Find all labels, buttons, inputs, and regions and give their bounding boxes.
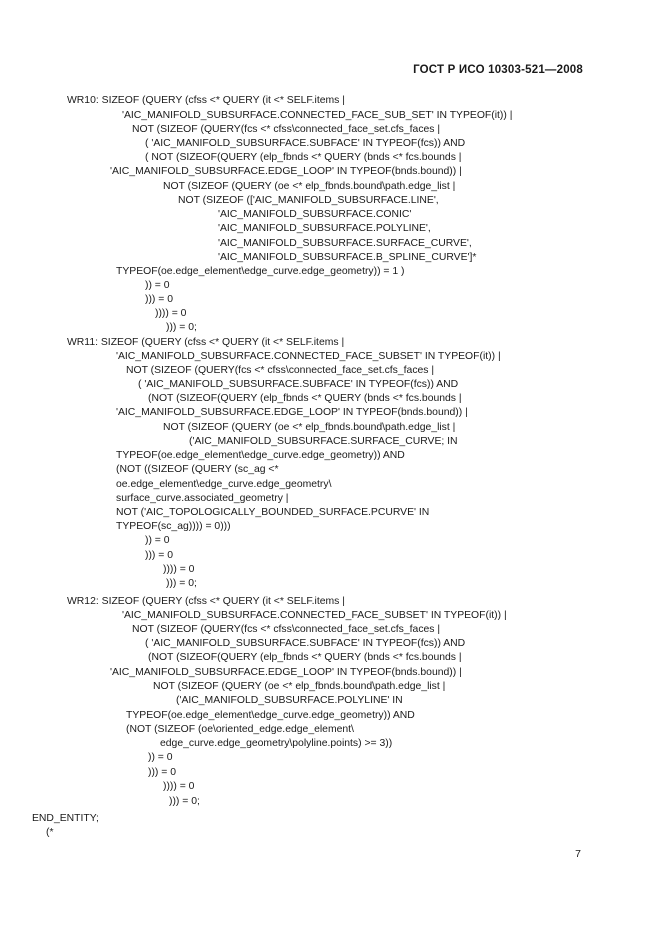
code-line: TYPEOF(sc_ag)))) = 0))) — [116, 521, 231, 532]
code-line: TYPEOF(oe.edge_element\edge_curve.edge_geometry)) AND — [116, 450, 405, 461]
code-line: ( 'AIC_MANIFOLD_SUBSURFACE.SUBFACE' IN TYPEOF(fcs)) AND — [138, 379, 459, 390]
code-line: )) = 0 — [145, 280, 170, 291]
code-line: NOT (SIZEOF (QUERY(fcs <* cfss\connected_face_set.cfs_faces | — [132, 124, 441, 135]
code-line: oe.edge_element\edge_curve.edge_geometry\ — [116, 479, 332, 490]
code-line: edge_curve.edge_geometry\polyline.points) >= 3)) — [160, 738, 393, 749]
code-line: )))) = 0 — [155, 308, 187, 319]
code-line: NOT (SIZEOF (QUERY (oe <* elp_fbnds.bound\path.edge_list | — [163, 181, 456, 192]
code-line: 'AIC_MANIFOLD_SUBSURFACE.CONIC' — [218, 209, 412, 220]
code-line: (NOT ((SIZEOF (QUERY (sc_ag <* — [116, 464, 279, 475]
code-line: TYPEOF(oe.edge_element\edge_curve.edge_geometry)) AND — [126, 710, 415, 721]
code-line: END_ENTITY; — [32, 813, 99, 824]
code-line: ( NOT (SIZEOF(QUERY (elp_fbnds <* QUERY (bnds <* fcs.bounds | — [145, 152, 462, 163]
page-number: 7 — [575, 848, 581, 860]
code-line: )) = 0 — [145, 535, 170, 546]
code-line: 'AIC_MANIFOLD_SUBSURFACE.EDGE_LOOP' IN TYPEOF(bnds.bound)) | — [110, 667, 462, 678]
code-line: surface_curve.associated_geometry | — [116, 493, 289, 504]
code-line: 'AIC_MANIFOLD_SUBSURFACE.POLYLINE', — [218, 223, 431, 234]
code-line: (NOT (SIZEOF(QUERY (elp_fbnds <* QUERY (bnds <* fcs.bounds | — [148, 652, 462, 663]
code-line: 'AIC_MANIFOLD_SUBSURFACE.CONNECTED_FACE_SUBSET' IN TYPEOF(it)) | — [122, 610, 507, 621]
code-line: NOT (SIZEOF (QUERY(fcs <* cfss\connected_face_set.cfs_faces | — [132, 624, 441, 635]
code-line: ( 'AIC_MANIFOLD_SUBSURFACE.SUBFACE' IN TYPEOF(fcs)) AND — [145, 638, 466, 649]
code-line: 'AIC_MANIFOLD_SUBSURFACE.B_SPLINE_CURVE']* — [218, 252, 477, 263]
code-line: ))) = 0 — [148, 767, 177, 778]
code-line: ('AIC_MANIFOLD_SUBSURFACE.POLYLINE' IN — [176, 695, 403, 706]
code-line: (NOT (SIZEOF (oe\oriented_edge.edge_element\ — [126, 724, 354, 735]
code-line: ))) = 0; — [166, 578, 197, 589]
code-line: WR11: SIZEOF (QUERY (cfss <* QUERY (it <* SELF.items | — [67, 337, 345, 348]
code-line: ))) = 0; — [166, 322, 197, 333]
code-line: NOT (SIZEOF (['AIC_MANIFOLD_SUBSURFACE.LINE', — [178, 195, 439, 206]
document-header: ГОСТ Р ИСО 10303-521—2008 — [413, 64, 583, 76]
code-line: NOT (SIZEOF (QUERY (oe <* elp_fbnds.bound\path.edge_list | — [153, 681, 446, 692]
code-line: ))) = 0 — [145, 550, 174, 561]
code-line: )))) = 0 — [163, 781, 195, 792]
code-line: )))) = 0 — [163, 564, 195, 575]
code-line: NOT ('AIC_TOPOLOGICALLY_BOUNDED_SURFACE.PCURVE' IN — [116, 507, 430, 518]
code-line: 'AIC_MANIFOLD_SUBSURFACE.SURFACE_CURVE', — [218, 238, 472, 249]
code-line: 'AIC_MANIFOLD_SUBSURFACE.EDGE_LOOP' IN TYPEOF(bnds.bound)) | — [116, 407, 468, 418]
code-line: WR10: SIZEOF (QUERY (cfss <* QUERY (it <* SELF.items | — [67, 95, 345, 106]
code-line: (NOT (SIZEOF(QUERY (elp_fbnds <* QUERY (bnds <* fcs.bounds | — [148, 393, 462, 404]
code-line: ))) = 0; — [169, 796, 200, 807]
code-line: NOT (SIZEOF (QUERY(fcs <* cfss\connected_face_set.cfs_faces | — [126, 365, 435, 376]
code-line: 'AIC_MANIFOLD_SUBSURFACE.CONNECTED_FACE_SUBSET' IN TYPEOF(it)) | — [116, 351, 501, 362]
code-line: ( 'AIC_MANIFOLD_SUBSURFACE.SUBFACE' IN TYPEOF(fcs)) AND — [145, 138, 466, 149]
code-line: 'AIC_MANIFOLD_SUBSURFACE.EDGE_LOOP' IN TYPEOF(bnds.bound)) | — [110, 166, 462, 177]
code-line: ))) = 0 — [145, 294, 174, 305]
code-line: ('AIC_MANIFOLD_SUBSURFACE.SURFACE_CURVE; IN — [189, 436, 458, 447]
code-line: 'AIC_MANIFOLD_SUBSURFACE.CONNECTED_FACE_SUB_SET' IN TYPEOF(it)) | — [122, 110, 513, 121]
code-line: NOT (SIZEOF (QUERY (oe <* elp_fbnds.bound\path.edge_list | — [163, 422, 456, 433]
code-line: )) = 0 — [148, 752, 173, 763]
code-line: TYPEOF(oe.edge_element\edge_curve.edge_geometry)) = 1 ) — [116, 266, 405, 277]
code-line: WR12: SIZEOF (QUERY (cfss <* QUERY (it <* SELF.items | — [67, 596, 345, 607]
code-line: (* — [46, 827, 54, 838]
